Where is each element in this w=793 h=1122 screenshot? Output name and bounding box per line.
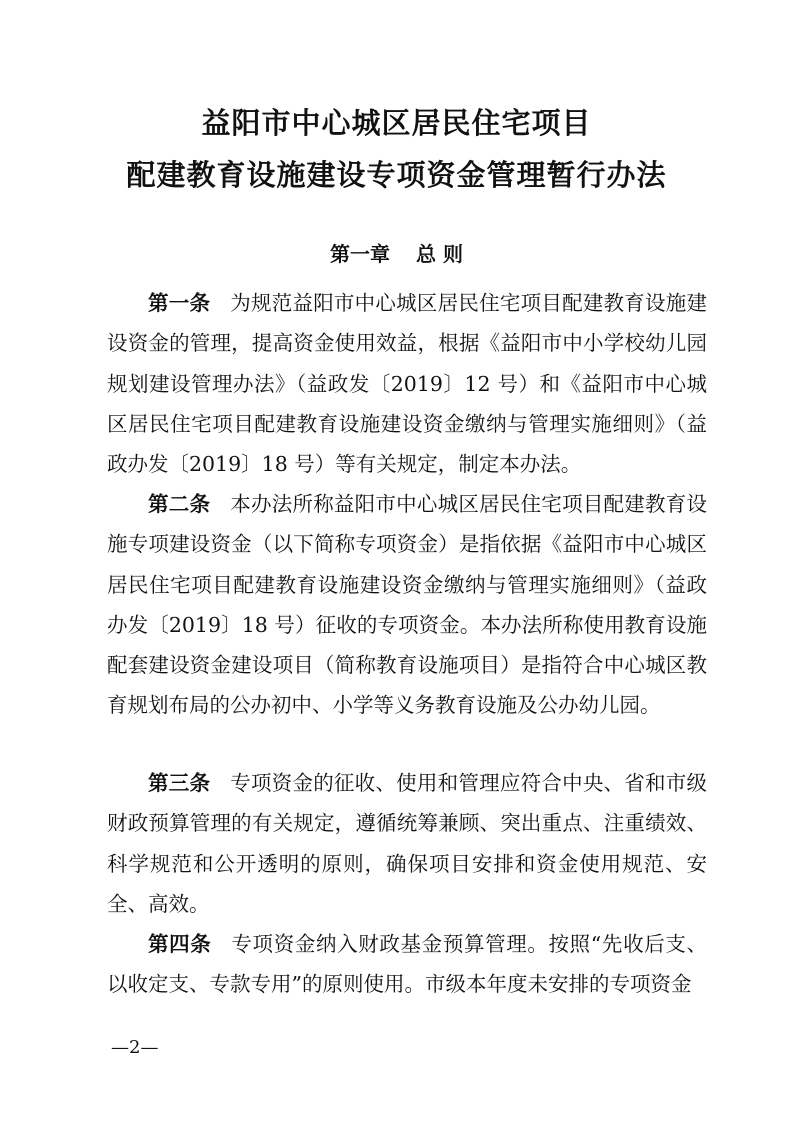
document-title-line-2: 配建教育设施建设专项资金管理暂行办法 bbox=[126, 158, 667, 192]
document-title-line-1: 益阳市中心城区居民住宅项目 bbox=[201, 106, 592, 140]
article-3 bbox=[107, 763, 707, 924]
article-1 bbox=[107, 283, 707, 484]
chapter-heading bbox=[0, 238, 793, 270]
article-text: 专项资金纳入财政基金预算管理。按照“先收后支、以收定支、专款专用”的原则使用。市级本年度未安排的专项资金 bbox=[107, 932, 707, 997]
article-number: 第二条 bbox=[148, 492, 211, 516]
article-text: 专项资金的征收、使用和管理应符合中央、省和市级财政预算管理的有关规定，遵循统筹兼顾、突出重点、注重绩效、科学规范和公开透明的原则，确保项目安排和资金使用规范、安全、高效。 bbox=[107, 771, 708, 916]
chapter-name: 总 则 bbox=[416, 242, 463, 266]
article-number: 第三条 bbox=[148, 771, 211, 795]
article-text: 为规范益阳市中心城区居民住宅项目配建教育设施建设资金的管理，提高资金使用效益，根据《益阳市中小学校幼儿园规划建设管理办法》（益政发〔2019〕12 号）和《益阳市中心城区居民住宅项目配建教育设施建设资金缴纳与管理实施细则》（益政办发〔2019〕18 号）等有关规定，制定本办法。 bbox=[107, 291, 708, 477]
article-text: 本办法所称益阳市中心城区居民住宅项目配建教育设施专项建设资金（以下简称专项资金）是指依据《益阳市中心城区居民住宅项目配建教育设施建设资金缴纳与管理实施细则》（益政办发〔2019〕18 号）征收的专项资金。本办法所称使用教育设施配套建设资金建设项目（简称教育设施项目）是指符合中心城区教育规划布局的公办初中、小学等义务教育设施及公办幼儿园。 bbox=[107, 492, 708, 718]
article-4 bbox=[107, 924, 707, 1004]
article-2 bbox=[107, 484, 707, 726]
article-number: 第四条 bbox=[148, 932, 212, 956]
article-number: 第一条 bbox=[148, 291, 211, 315]
page-number: —2— bbox=[111, 1037, 159, 1058]
chapter-number: 第一章 bbox=[330, 242, 391, 266]
